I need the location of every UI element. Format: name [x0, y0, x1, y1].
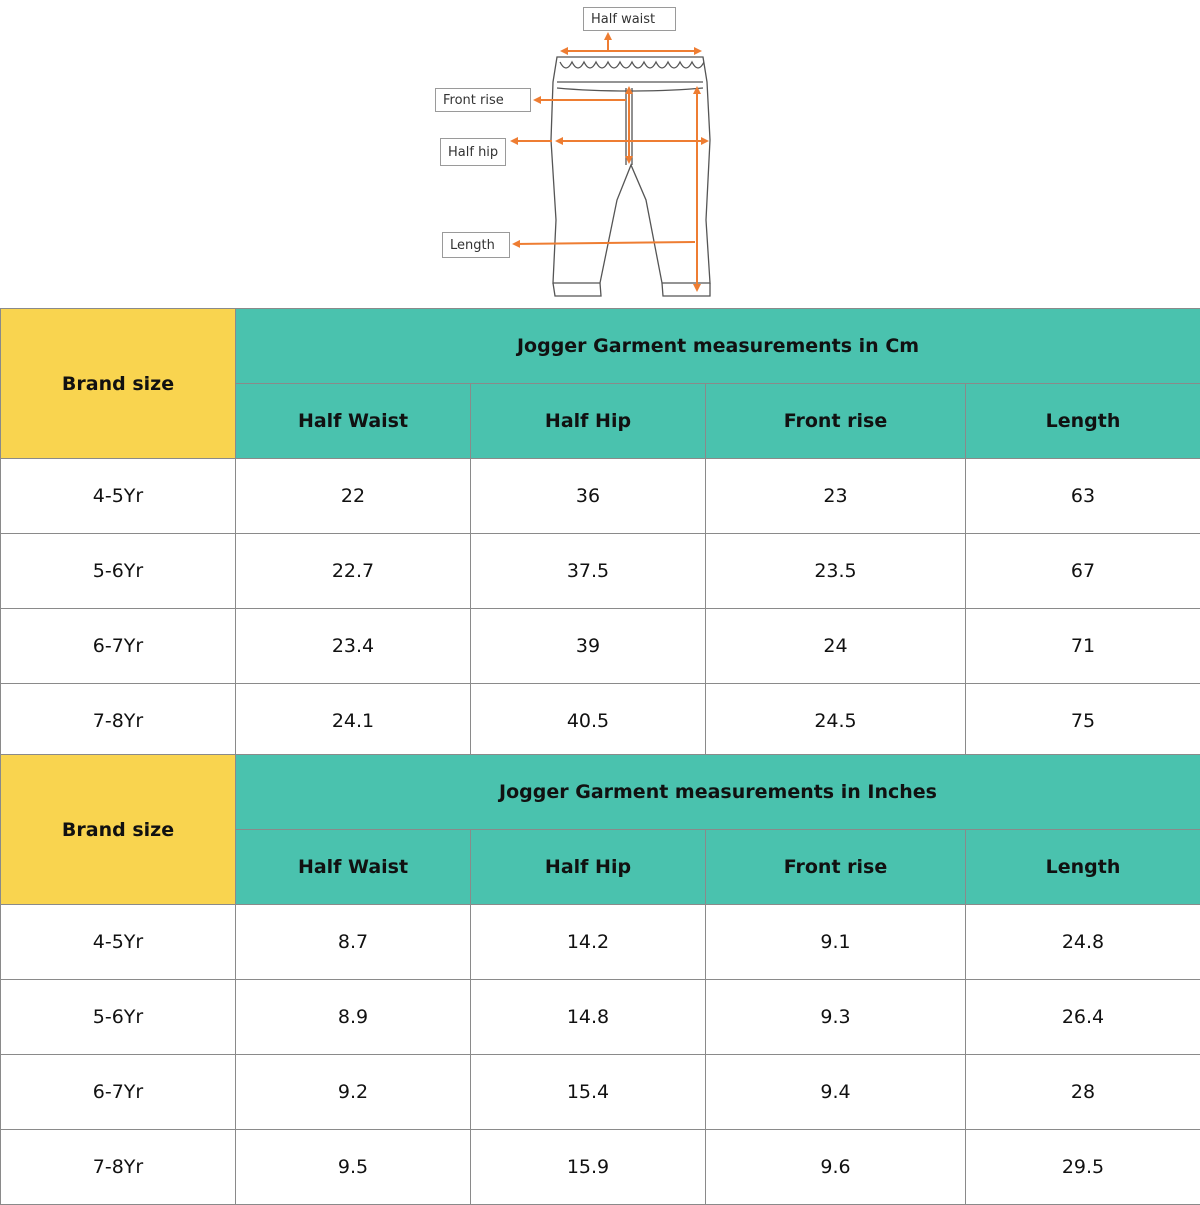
value-cell: 24.8 [966, 905, 1200, 980]
cm-measurement-table [0, 308, 1200, 759]
table-row [1, 980, 1200, 1055]
size-cell: 6-7Yr [1, 1055, 236, 1130]
value-cell: 40.5 [471, 684, 706, 759]
value-cell: 23.4 [236, 609, 471, 684]
length-label: Length [442, 232, 510, 258]
table-row [1, 1130, 1200, 1205]
value-cell: 24.1 [236, 684, 471, 759]
value-cell: 9.2 [236, 1055, 471, 1130]
inches-measurement-table [0, 754, 1200, 1205]
brand-size-header: Brand size [1, 309, 236, 459]
value-cell: 9.6 [706, 1130, 966, 1205]
value-cell: 28 [966, 1055, 1200, 1130]
size-cell: 5-6Yr [1, 534, 236, 609]
half-hip-label: Half hip [440, 138, 506, 166]
table-row [1, 534, 1200, 609]
column-header-length: Length [966, 384, 1200, 459]
value-cell: 23 [706, 459, 966, 534]
value-cell: 37.5 [471, 534, 706, 609]
value-cell: 14.8 [471, 980, 706, 1055]
brand-size-header: Brand size [1, 755, 236, 905]
table-title: Jogger Garment measurements in Inches [236, 755, 1200, 830]
size-cell: 6-7Yr [1, 609, 236, 684]
size-cell: 7-8Yr [1, 1130, 236, 1205]
value-cell: 22.7 [236, 534, 471, 609]
value-cell: 39 [471, 609, 706, 684]
column-header-half-hip: Half Hip [471, 830, 706, 905]
value-cell: 15.9 [471, 1130, 706, 1205]
column-header-front-rise: Front rise [706, 384, 966, 459]
value-cell: 8.7 [236, 905, 471, 980]
measurement-diagram [0, 0, 1200, 308]
size-cell: 5-6Yr [1, 980, 236, 1055]
column-header-half-hip: Half Hip [471, 384, 706, 459]
column-header-half-waist: Half Waist [236, 830, 471, 905]
table-row [1, 905, 1200, 980]
table-title-row [1, 309, 1200, 384]
table-row [1, 609, 1200, 684]
value-cell: 9.3 [706, 980, 966, 1055]
value-cell: 36 [471, 459, 706, 534]
value-cell: 23.5 [706, 534, 966, 609]
column-header-length: Length [966, 830, 1200, 905]
value-cell: 71 [966, 609, 1200, 684]
value-cell: 8.9 [236, 980, 471, 1055]
jogger-pants-icon [0, 0, 1200, 308]
table-title: Jogger Garment measurements in Cm [236, 309, 1200, 384]
value-cell: 29.5 [966, 1130, 1200, 1205]
value-cell: 14.2 [471, 905, 706, 980]
column-header-half-waist: Half Waist [236, 384, 471, 459]
value-cell: 9.4 [706, 1055, 966, 1130]
value-cell: 24.5 [706, 684, 966, 759]
value-cell: 9.1 [706, 905, 966, 980]
value-cell: 9.5 [236, 1130, 471, 1205]
size-cell: 7-8Yr [1, 684, 236, 759]
value-cell: 67 [966, 534, 1200, 609]
value-cell: 26.4 [966, 980, 1200, 1055]
table-title-row [1, 755, 1200, 830]
half-waist-label: Half waist [583, 7, 676, 31]
value-cell: 75 [966, 684, 1200, 759]
table-row [1, 684, 1200, 759]
value-cell: 63 [966, 459, 1200, 534]
size-cell: 4-5Yr [1, 905, 236, 980]
value-cell: 24 [706, 609, 966, 684]
size-cell: 4-5Yr [1, 459, 236, 534]
value-cell: 22 [236, 459, 471, 534]
column-header-front-rise: Front rise [706, 830, 966, 905]
value-cell: 15.4 [471, 1055, 706, 1130]
table-row [1, 459, 1200, 534]
front-rise-label: Front rise [435, 88, 531, 112]
table-row [1, 1055, 1200, 1130]
